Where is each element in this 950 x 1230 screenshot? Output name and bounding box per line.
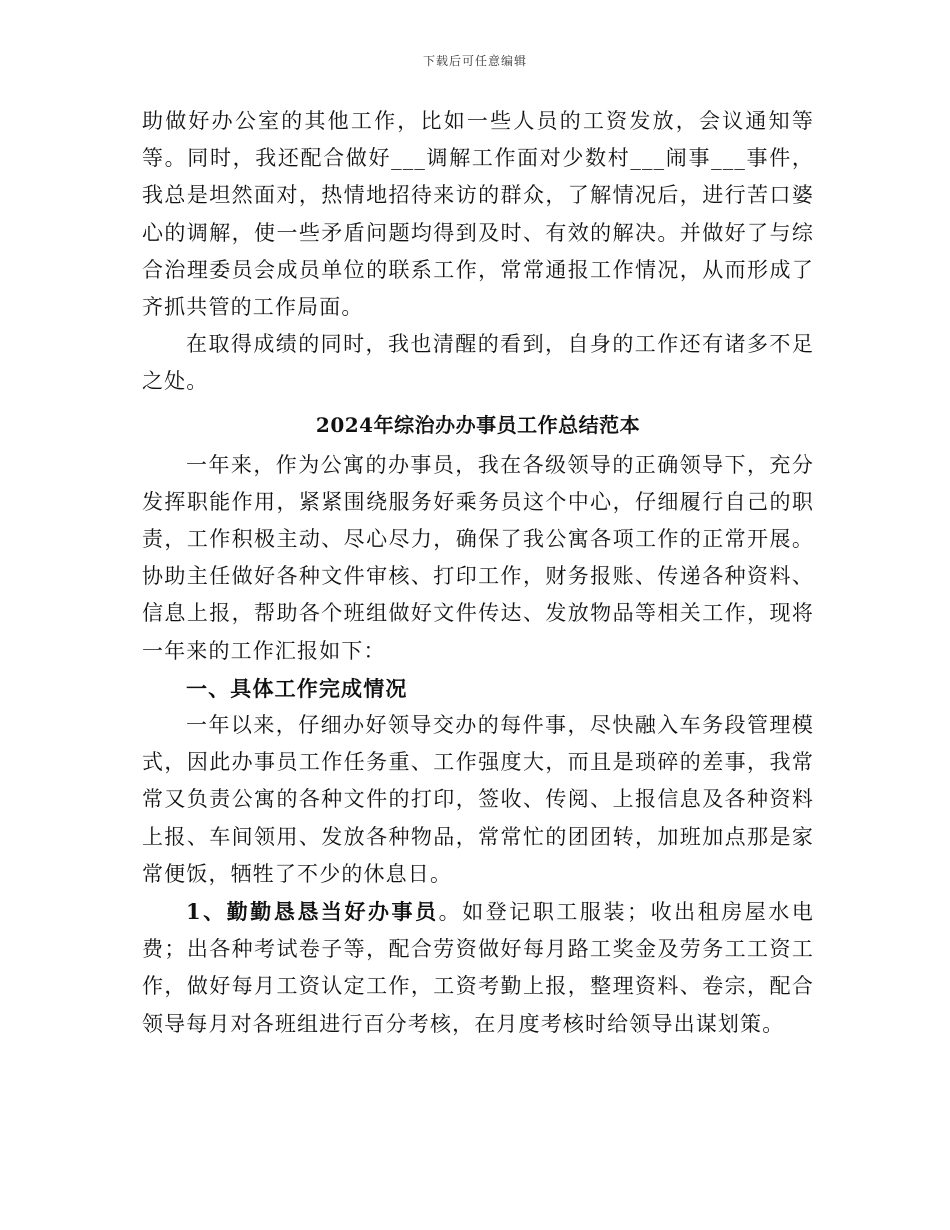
section-heading-1: 一、具体工作完成情况 <box>186 675 408 701</box>
paragraph-shortcomings: 在取得成绩的同时，我也清醒的看到，自身的工作还有诸多不足之处。 <box>142 332 814 394</box>
paragraph-work-details: 一年以来，仔细办好领导交办的每件事，尽快融入车务段管理模式，因此办事员工作任务重、工作强度大，而且是琐碎的差事，我常常又负责公寓的各种文件的打印，签收、传阅、上报信息及各种资料上报、车间领用、发放各种物品，常常忙的团团转，加班加点那是家常便饭，牺牲了不少的休息日。 <box>142 713 814 886</box>
paragraph-item-1 <box>142 893 814 1043</box>
header-note: 下载后可任意编辑 <box>422 54 527 68</box>
paragraph-continued: 助做好办公室的其他工作，比如一些人员的工资发放，会议通知等等。同时，我还配合做好___调解工作面对少数村___闹事___事件，我总是坦然面对，热情地招待来访的群众，了解情况后，进行苦口婆心的调解，使一些矛盾问题均得到及时、有效的解决。并做好了与综合治理委员会成员单位的联系工作，常常通报工作情况，从而形成了齐抓共管的工作局面。 <box>142 109 814 320</box>
item-1-lead: 1、勤勤恳恳当好办事员 <box>186 899 439 925</box>
document-title: 2024年综治办办事员工作总结范本 <box>315 412 641 437</box>
document-body <box>142 103 814 1043</box>
item-1-text: 。如登记职工服装；收出租房屋水电费；出各种考试卷子等，配合劳资做好每月路工奖金及劳务工工资工作，做好每月工资认定工作，工资考勤上报，整理资料、卷宗，配合领导每月对各班组进行百分考核，在月度考核时给领导出谋划策。 <box>142 900 814 1036</box>
paragraph-intro: 一年来，作为公寓的办事员，我在各级领导的正确领导下，充分发挥职能作用，紧紧围绕服务好乘务员这个中心，仔细履行自己的职责，工作积极主动、尽心尽力，确保了我公寓各项工作的正常开展。协助主任做好各种文件审核、打印工作，财务报账、传递各种资料、信息上报，帮助各个班组做好文件传达、发放物品等相关工作，现将一年来的工作汇报如下： <box>142 452 814 663</box>
